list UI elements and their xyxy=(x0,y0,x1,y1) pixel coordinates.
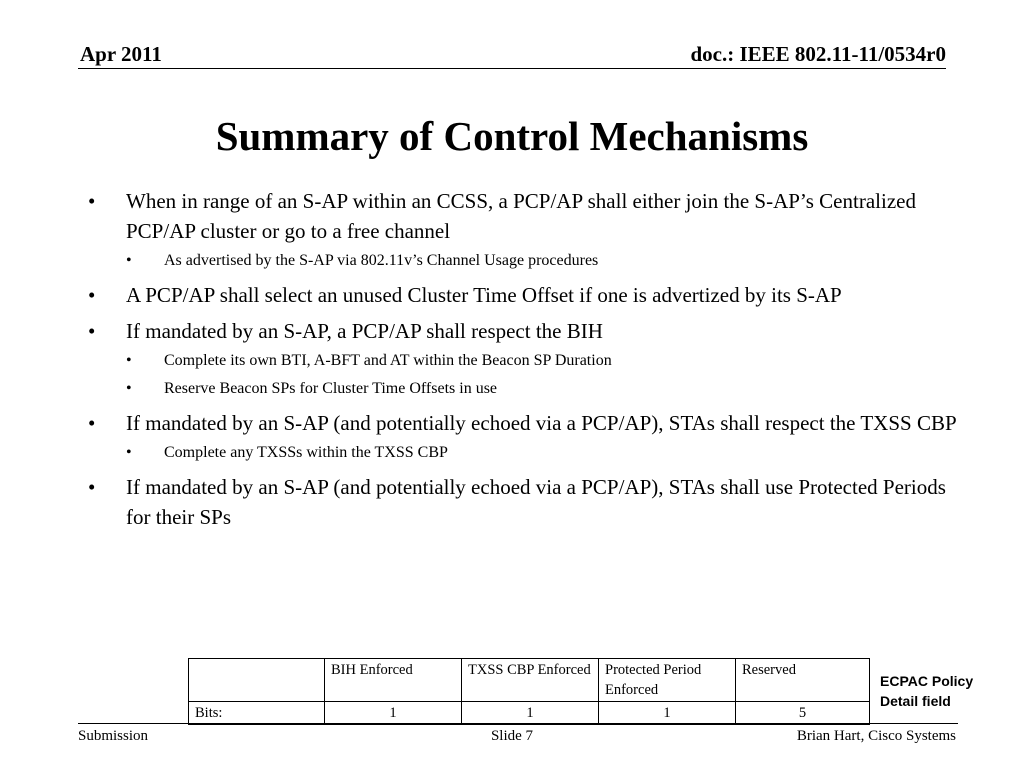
footer-author: Brian Hart, Cisco Systems xyxy=(796,728,956,744)
header-divider xyxy=(78,68,946,69)
table-header-txss: TXSS CBP Enforced xyxy=(462,659,599,702)
bullet-glyph: • xyxy=(126,380,132,397)
table-header-reserved: Reserved xyxy=(736,659,870,702)
table-header-row xyxy=(189,659,870,702)
table-caption: ECPAC Policy Detail field xyxy=(880,673,974,709)
sub-bullet-item xyxy=(84,378,974,400)
bits-value: 5 xyxy=(736,702,870,725)
sub-bullet-item xyxy=(84,250,974,272)
bits-value: 1 xyxy=(462,702,599,725)
table-header-protected: Protected Period Enforced xyxy=(599,659,736,702)
ecpac-field-table xyxy=(188,658,870,725)
sub-bullet-text: Complete its own BTI, A-BFT and AT within the Beacon SP Duration xyxy=(164,352,612,369)
table-header-bih: BIH Enforced xyxy=(325,659,462,702)
bullet-item xyxy=(84,280,974,310)
sub-bullet-text: Reserve Beacon SPs for Cluster Time Offsets in use xyxy=(164,380,498,397)
bullet-text: A PCP/AP shall select an unused Cluster Time Offset if one is advertized by its S-AP xyxy=(126,283,842,307)
bullet-glyph: • xyxy=(88,283,96,307)
sub-bullet-text: As advertised by the S-AP via 802.11v’s Channel Usage procedures xyxy=(164,252,599,269)
bullet-glyph: • xyxy=(88,319,96,343)
bullet-glyph: • xyxy=(88,189,96,213)
sub-bullet-item xyxy=(84,350,974,372)
bits-value: 1 xyxy=(325,702,462,725)
footer-divider xyxy=(78,723,958,724)
bullet-item xyxy=(84,186,974,246)
header-date: Apr 2011 xyxy=(80,42,162,66)
table-cell xyxy=(189,659,325,702)
footer-submission: Submission xyxy=(78,728,149,744)
bullet-text: If mandated by an S-AP (and potentially echoed via a PCP/AP), STAs shall respect the TXSS CBP xyxy=(126,411,957,435)
bits-value: 1 xyxy=(599,702,736,725)
bullet-text: When in range of an S-AP within an CCSS, a PCP/AP shall either join the S-AP’s Centralized PCP/AP cluster or go to a free channel xyxy=(126,189,916,243)
bullet-text: If mandated by an S-AP (and potentially echoed via a PCP/AP), STAs shall use Protected Periods for their SPs xyxy=(126,475,946,529)
header-doc-id: doc.: IEEE 802.11-11/0534r0 xyxy=(690,42,946,66)
bullet-item xyxy=(84,408,974,438)
bullet-item xyxy=(84,472,974,532)
bullet-list xyxy=(84,186,974,538)
slide-title: Summary of Control Mechanisms xyxy=(215,113,809,159)
footer-slide-number: Slide 7 xyxy=(490,728,534,744)
bullet-glyph: • xyxy=(88,475,96,499)
sub-bullet-item xyxy=(84,442,974,464)
sub-bullet-text: Complete any TXSSs within the TXSS CBP xyxy=(164,444,448,461)
bullet-item xyxy=(84,316,974,346)
table-row xyxy=(189,702,870,725)
bullet-glyph: • xyxy=(126,252,132,269)
bits-label: Bits: xyxy=(189,702,325,725)
bullet-text: If mandated by an S-AP, a PCP/AP shall respect the BIH xyxy=(126,319,603,343)
bullet-glyph: • xyxy=(126,352,132,369)
bullet-glyph: • xyxy=(88,411,96,435)
bullet-glyph: • xyxy=(126,444,132,461)
